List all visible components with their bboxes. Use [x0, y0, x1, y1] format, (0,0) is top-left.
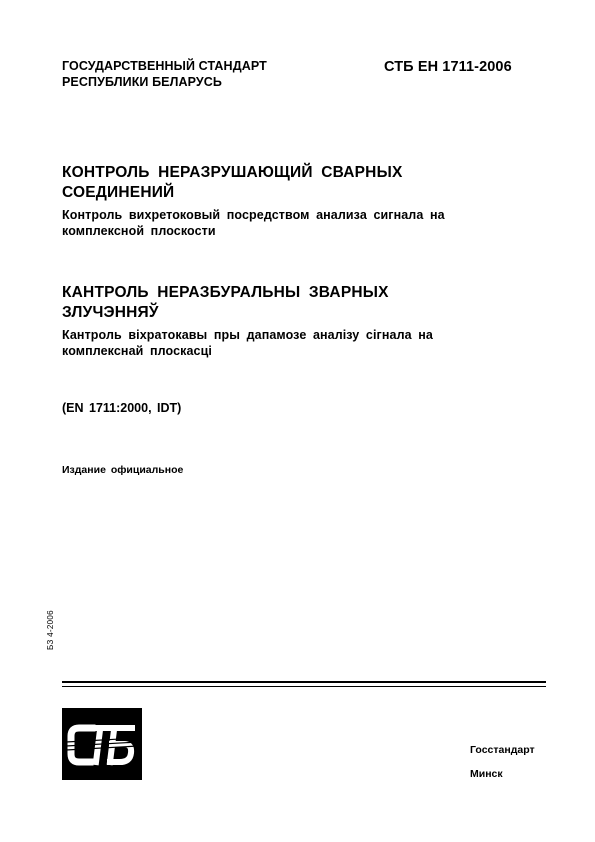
issuer-line-2: РЕСПУБЛИКИ БЕЛАРУСЬ: [62, 75, 222, 89]
divider-thick: [62, 681, 546, 683]
ru-subtitle-line-1: Контроль вихретоковый посредством анализа сигнала на: [62, 208, 445, 222]
by-subtitle-line-1: Кантроль віхратокавы пры дапамозе аналізу сігнала на: [62, 328, 433, 342]
edition-label: Издание официальное: [62, 464, 184, 476]
by-subtitle-line-2: комплекснай плоскасці: [62, 344, 212, 358]
publisher-city: Минск: [470, 768, 503, 780]
standard-number: СТБ ЕН 1711-2006: [384, 59, 512, 75]
ru-title-line-1: КОНТРОЛЬ НЕРАЗРУШАЮЩИЙ СВАРНЫХ: [62, 164, 403, 181]
by-title: [62, 283, 389, 323]
by-title-line-1: КАНТРОЛЬ НЕРАЗБУРАЛЬНЫ ЗВАРНЫХ: [62, 284, 389, 301]
standard-reference: (EN 1711:2000, IDT): [62, 401, 182, 415]
stb-logo-icon: [62, 708, 142, 780]
publisher-name: Госстандарт: [470, 744, 535, 756]
issuer-line-1: ГОСУДАРСТВЕННЫЙ СТАНДАРТ: [62, 59, 267, 73]
by-subtitle: [62, 327, 433, 359]
ru-subtitle: [62, 207, 445, 239]
side-code: БЗ 4-2006: [46, 610, 55, 650]
issuer-block: [62, 58, 267, 90]
ru-title-line-2: СОЕДИНЕНИЙ: [62, 184, 175, 201]
by-title-line-2: ЗЛУЧЭННЯЎ: [62, 304, 159, 321]
divider-thin: [62, 686, 546, 687]
ru-title: [62, 163, 402, 203]
ru-subtitle-line-2: комплексной плоскости: [62, 224, 216, 238]
